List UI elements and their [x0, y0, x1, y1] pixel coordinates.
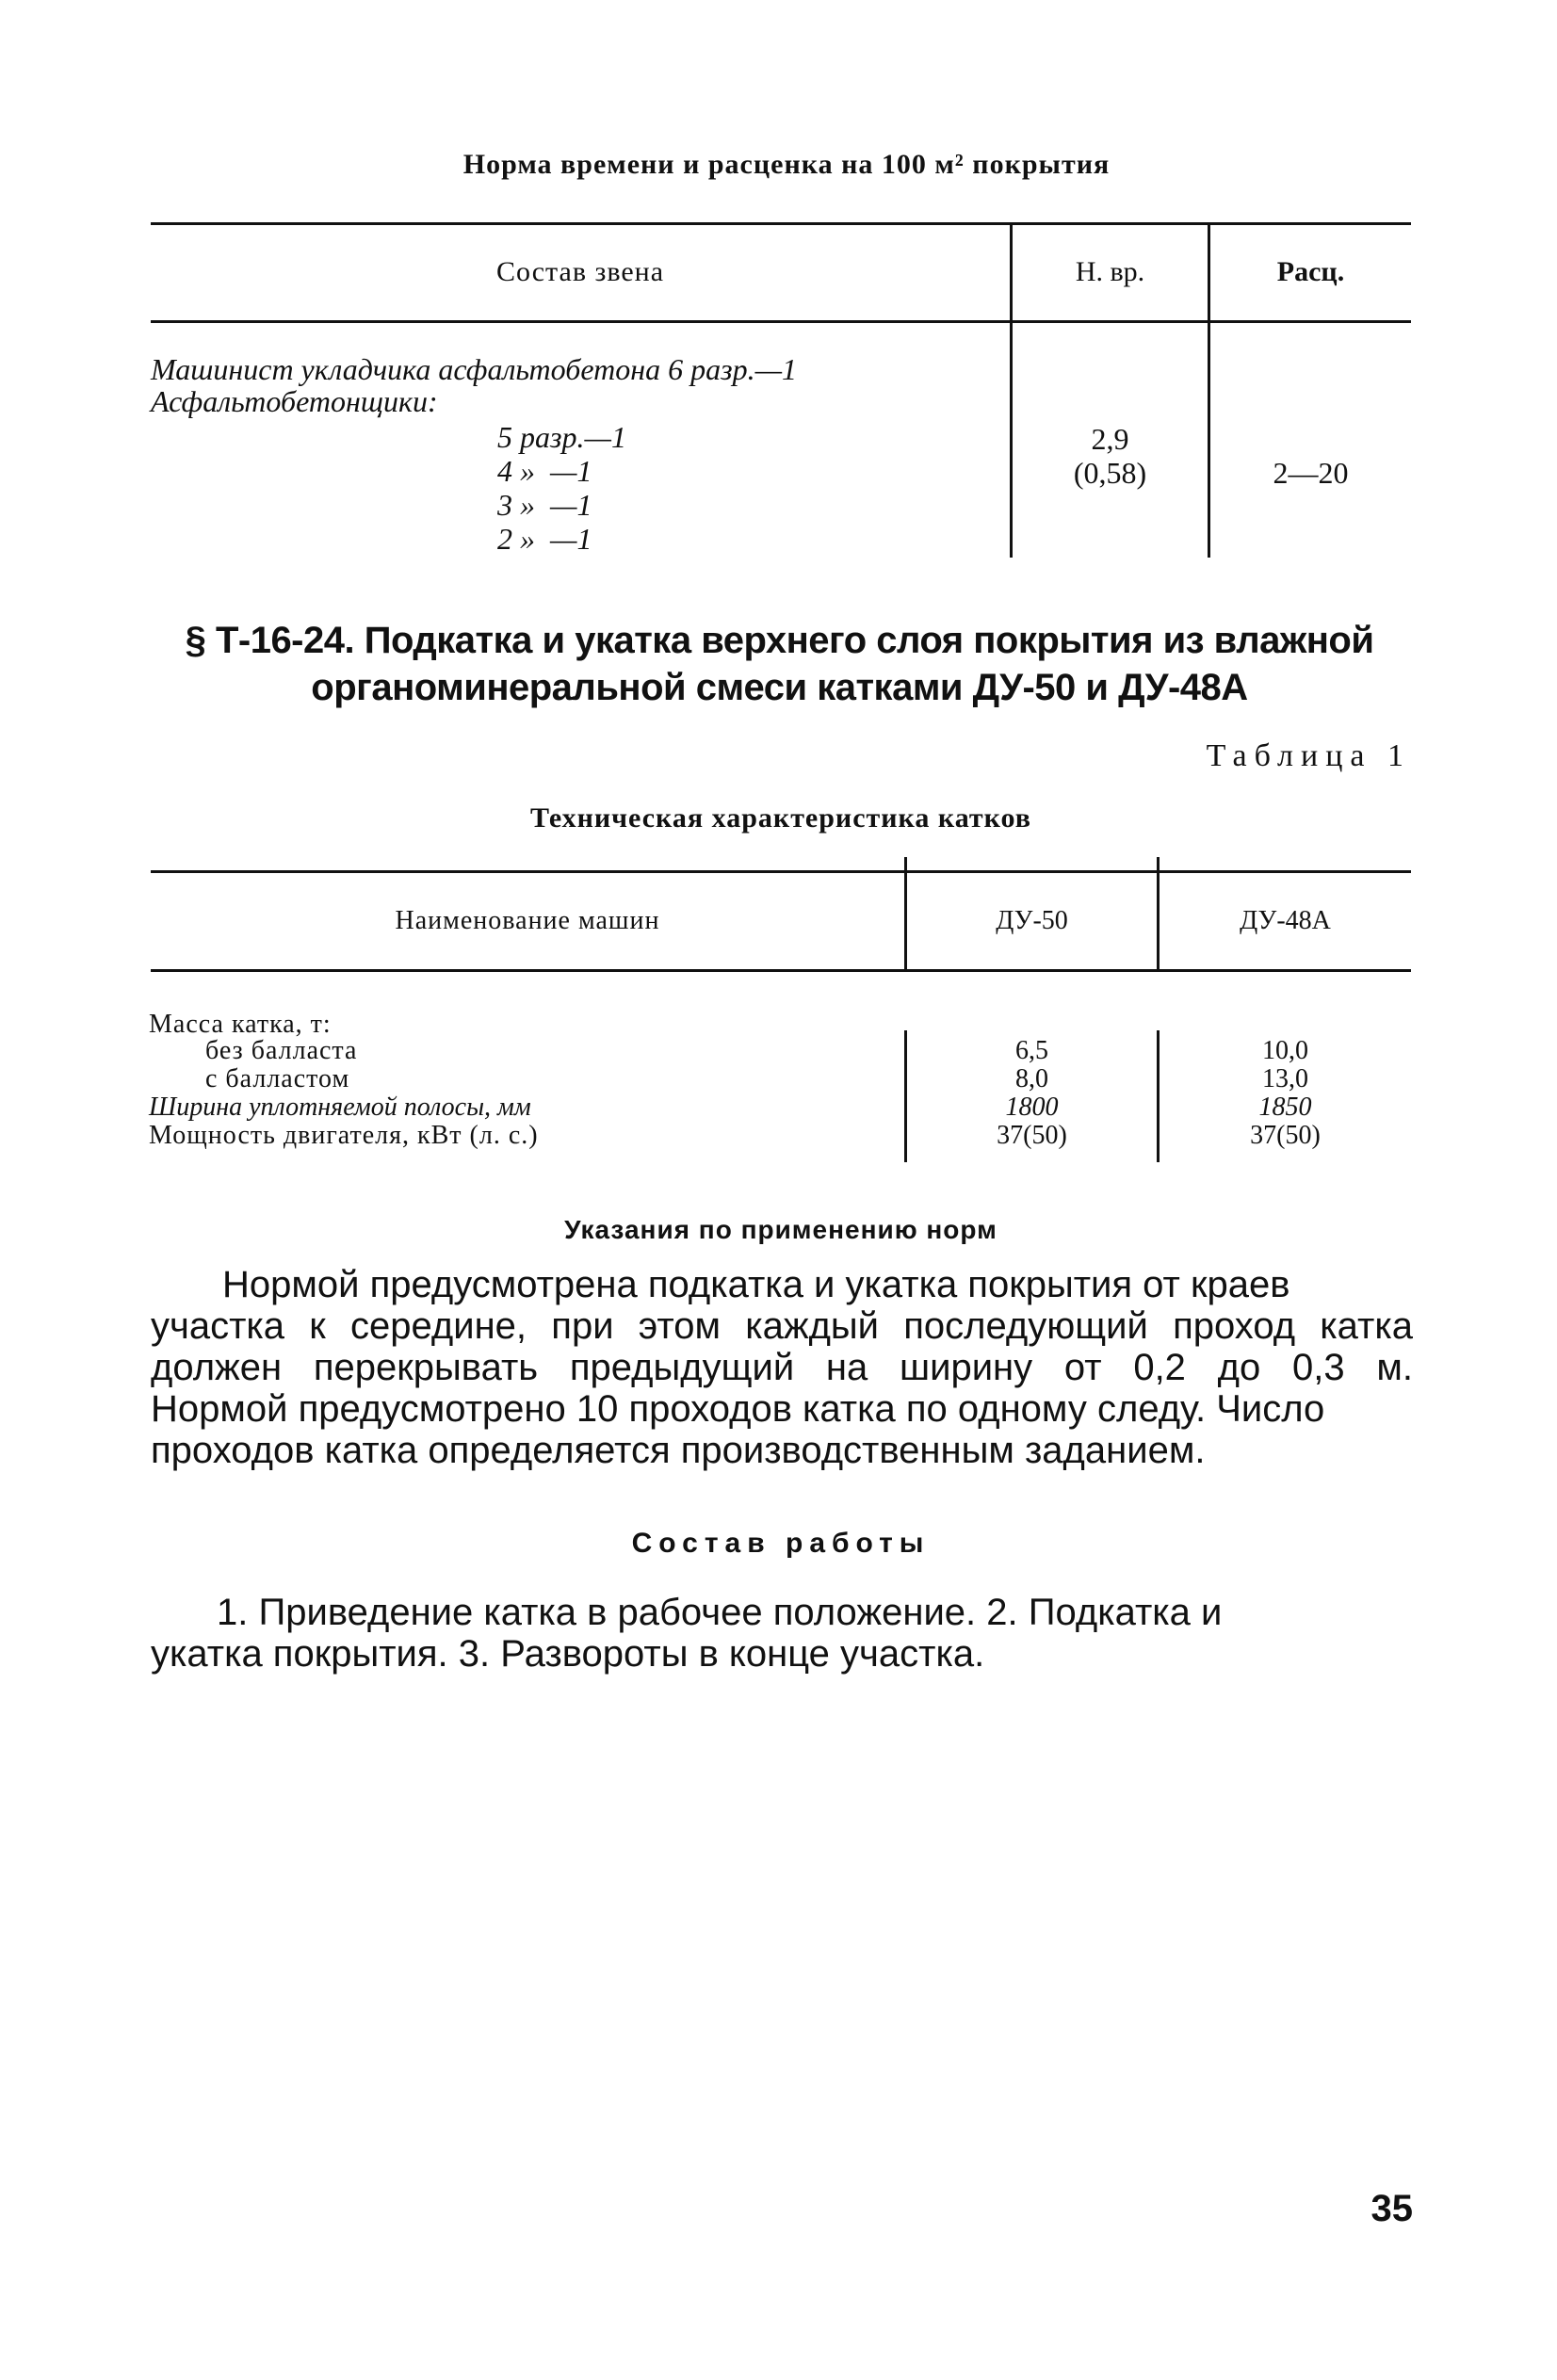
work-line-2: укатка покрытия. 3. Развороты в конце участка.	[151, 1633, 985, 1675]
instructions-line-2: участка к середине, при этом каждый последующий проход катка	[151, 1305, 1413, 1347]
norm-table-header-time: Н. вр.	[1075, 256, 1145, 287]
table1-row-no-ballast-du50: 6,5	[1015, 1036, 1048, 1065]
crew-grade-5: 5 разр.—1	[497, 420, 626, 454]
norm-table-top-rule	[151, 222, 1411, 225]
crew-grade-4: 4 » —1	[497, 454, 592, 488]
table1-row-width-du50: 1800	[1005, 1093, 1059, 1122]
crew-grade-3: 3 » —1	[497, 488, 592, 522]
table1-row-ballast-du48a: 13,0	[1262, 1064, 1308, 1093]
crew-asphalt-workers: Асфальтобетонщики:	[151, 384, 438, 418]
section-heading-line-1: § Т-16-24. Подкатка и укатка верхнего слоя покрытия из влажной	[185, 620, 1374, 661]
section-heading-line-2: органоминеральной смеси катками ДУ-50 и ДУ-48А	[311, 667, 1248, 708]
table1-row-no-ballast-label: без балласта	[205, 1036, 358, 1065]
table1-row-width-label: Ширина уплотняемой полосы, мм	[149, 1093, 531, 1122]
table1-header-name: Наименование машин	[395, 906, 660, 935]
instructions-line-4: Нормой предусмотрено 10 проходов катка по одному следу. Число	[151, 1388, 1325, 1430]
table1-header-du48a: ДУ-48А	[1240, 906, 1331, 935]
time-norm-value: 2,9	[1091, 422, 1129, 456]
norm-table-header-crew: Состав звена	[495, 256, 665, 287]
instructions-line-5: проходов катка определяется производственным заданием.	[151, 1430, 1206, 1471]
crew-grade-2: 2 » —1	[497, 522, 592, 556]
table1-row-power-label: Мощность двигателя, кВт (л. с.)	[149, 1121, 539, 1150]
table1-top-rule	[151, 870, 1411, 873]
instructions-heading: Указания по применению норм	[564, 1215, 997, 1244]
table1-row-power-du50: 37(50)	[997, 1121, 1067, 1150]
table1-row-width-du48a: 1850	[1258, 1093, 1312, 1122]
instructions-line-3: должен перекрывать предыдущий на ширину от 0,2 до 0,3 м.	[151, 1347, 1413, 1388]
table1-row-power-du48a: 37(50)	[1250, 1121, 1321, 1150]
crew-machinist: Машинист укладчика асфальтобетона 6 разр.—1	[151, 352, 798, 386]
work-heading: Состав работы	[631, 1528, 931, 1559]
work-text	[151, 1592, 1413, 1675]
table1-title: Техническая характеристика катков	[529, 802, 1032, 834]
table1-header-rule	[151, 969, 1411, 972]
page-number: 35	[1370, 2188, 1413, 2229]
table-label: Таблица 1	[1206, 738, 1411, 773]
instructions-line-1: Нормой предусмотрена подкатка и укатка покрытия от краев	[222, 1264, 1290, 1305]
table1-row-mass-label: Масса катка, т:	[149, 1010, 332, 1039]
table1-header-du50: ДУ-50	[996, 906, 1068, 935]
norm-table-header-rule	[151, 320, 1411, 323]
instructions-text	[151, 1264, 1413, 1471]
time-norm-alt-value: (0,58)	[1073, 456, 1147, 490]
norm-table-title: Норма времени и расценка на 100 м² покрытия	[462, 149, 1111, 180]
table1-row-no-ballast-du48a: 10,0	[1262, 1036, 1308, 1065]
work-line-1: 1. Приведение катка в рабочее положение. 2. Подкатка и	[217, 1592, 1223, 1633]
table1-row-ballast-label: с балластом	[205, 1064, 350, 1093]
norm-table-header-rate: Расц.	[1276, 256, 1345, 287]
table1-row-ballast-du50: 8,0	[1015, 1064, 1048, 1093]
rate-value: 2—20	[1273, 456, 1349, 490]
